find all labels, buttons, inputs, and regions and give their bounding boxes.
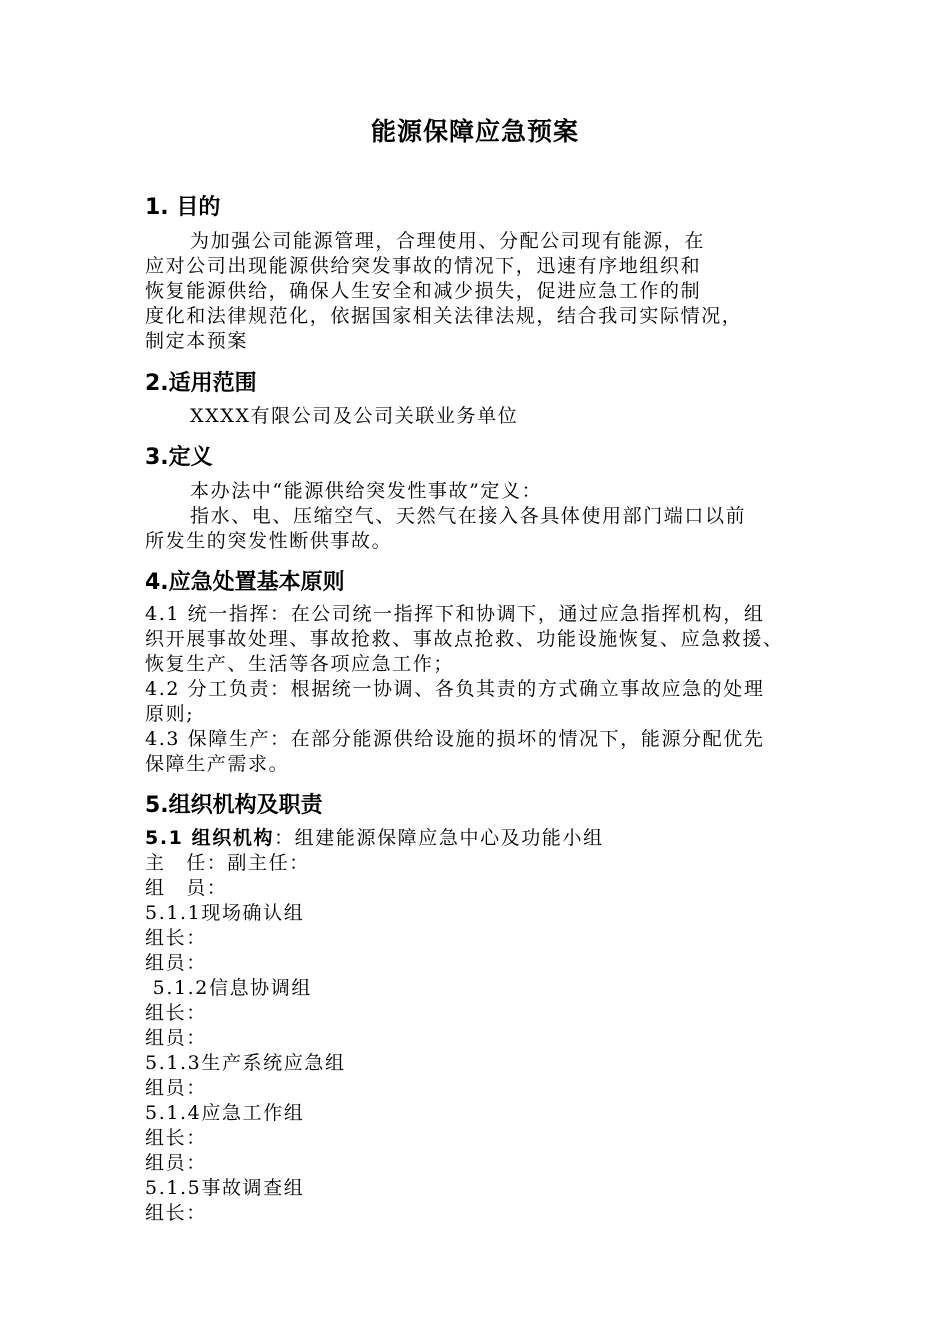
paragraph-line: 织开展事故处理、事故抢救、事故点抢救、功能设施恢复、应急救援、 — [145, 628, 784, 650]
section-heading-purpose: 1. 目的 — [145, 195, 221, 220]
paragraph-line: 组员： — [145, 952, 207, 974]
section-heading-definition: 3.定义 — [145, 445, 213, 470]
paragraph-line: 组长： — [145, 1202, 207, 1224]
paragraph-line: 原则; — [145, 703, 195, 725]
paragraph-line: 组员： — [145, 1027, 207, 1049]
paragraph-line: 5.1.2信息协调组 — [145, 977, 312, 999]
paragraph-line: 应对公司出现能源供给突发事故的情况下，迅速有序地组织和 — [145, 255, 702, 277]
paragraph-line: 制定本预案 — [145, 330, 249, 352]
subsection-label: 5.1 组织机构 — [145, 827, 275, 849]
paragraph-line: 组长： — [145, 927, 207, 949]
document-title: 能源保障应急预案 — [370, 117, 579, 146]
paragraph-line: 度化和法律规范化，依据国家相关法律法规，结合我司实际情况， — [145, 305, 743, 327]
section-heading-organization: 5.组织机构及职责 — [145, 793, 323, 818]
paragraph-line: 5.1.4应急工作组 — [145, 1102, 305, 1124]
paragraph-line: 主 任：副主任： — [145, 852, 310, 874]
section-body-organization — [145, 826, 835, 1226]
paragraph-line: 为加强公司能源管理，合理使用、分配公司现有能源，在 — [190, 230, 706, 252]
paragraph-line: 本办法中“能源供给突发性事故”定义： — [190, 480, 543, 502]
subsection-text: ：组建能源保障应急中心及功能小组 — [274, 827, 604, 849]
paragraph-line: 组员： — [145, 1152, 207, 1174]
paragraph-line: 恢复能源供给，确保人生安全和减少损失，促进应急工作的制 — [145, 280, 702, 302]
paragraph-line: 指水、电、压缩空气、天然气在接入各具体使用部门端口以前 — [190, 505, 747, 527]
paragraph-line: 组员： — [145, 1077, 207, 1099]
paragraph-line: 4.1 统一指挥：在公司统一指挥下和协调下，通过应急指挥机构，组 — [145, 603, 765, 625]
paragraph-line: 组长： — [145, 1127, 207, 1149]
subsection-line — [145, 826, 835, 851]
section-heading-principles: 4.应急处置基本原则 — [145, 570, 345, 595]
paragraph-line: 5.1.1现场确认组 — [145, 902, 305, 924]
paragraph-line: 4.2 分工负责：根据统一协调、各负其责的方式确立事故应急的处理 — [145, 678, 765, 700]
paragraph-line: 5.1.5事故调查组 — [145, 1177, 305, 1199]
paragraph-line: 保障生产需求。 — [145, 753, 290, 775]
paragraph-line: XXXX有限公司及公司关联业务单位 — [190, 405, 519, 427]
section-heading-scope: 2.适用范围 — [145, 371, 257, 396]
paragraph-line: 恢复生产、生活等各项应急工作； — [145, 653, 455, 675]
paragraph-line: 4.3 保障生产：在部分能源供给设施的损坏的情况下，能源分配优先 — [145, 728, 765, 750]
paragraph-line: 组长： — [145, 1002, 207, 1024]
section-body-scope — [145, 404, 835, 429]
section-body-purpose — [145, 229, 835, 354]
paragraph-line: 所发生的突发性断供事故。 — [145, 530, 393, 552]
paragraph-line: 组 员： — [145, 877, 228, 899]
section-body-definition — [145, 479, 835, 554]
paragraph-line: 5.1.3生产系统应急组 — [145, 1052, 346, 1074]
section-body-principles — [145, 602, 835, 777]
